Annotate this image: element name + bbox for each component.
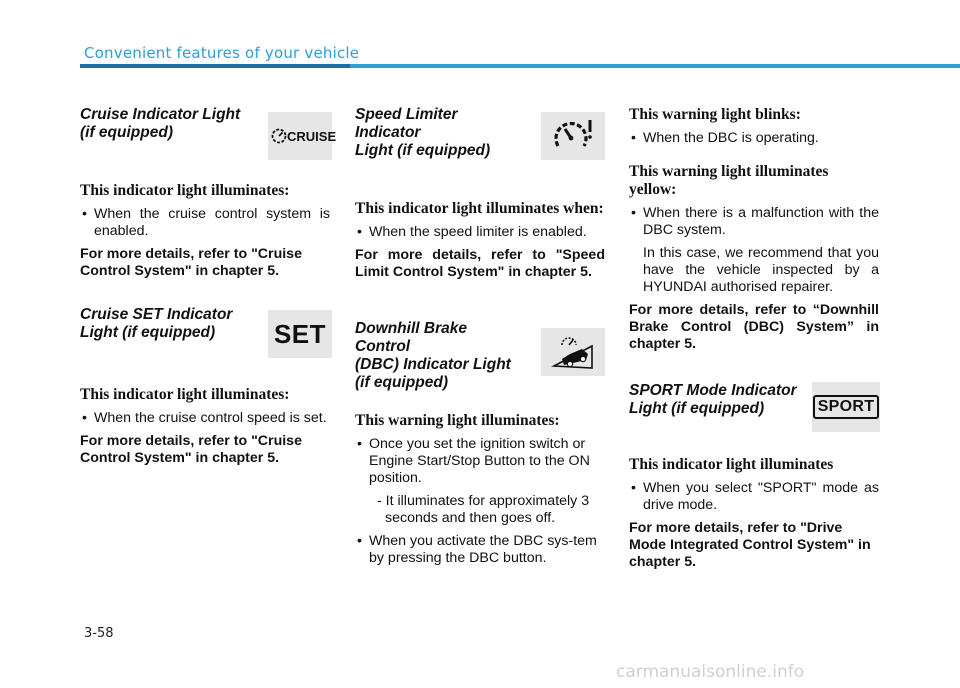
reference-note: For more details, refer to "Cruise Control System" in chapter 5. [80,246,302,279]
dbc-status-section [629,106,879,382]
bullet-item: • When you activate the DBC sys-tem by pressing the DBC button. [355,533,605,567]
dbc-indicator-section [355,320,605,567]
downhill-brake-icon [541,328,605,376]
page-number: 3-58 [84,626,114,641]
sport-mode-icon [812,382,880,432]
section-subhead: This indicator light illuminates: [80,182,290,199]
section-subhead: This indicator light illuminates when: [355,200,604,217]
section-title [355,106,525,160]
section-header-title: Convenient features of your vehicle [84,44,360,62]
header-rule-accent [80,64,350,68]
bullet-item: • When the cruise control system is enabled. [80,206,330,240]
sport-mode-section [629,382,879,571]
section-subhead: This warning light illuminates yellow: [629,163,829,198]
reference-note: For more details, refer to "Cruise Control System" in chapter 5. [80,433,302,466]
cruise-set-indicator-section [80,306,330,467]
reference-note: For more details, refer to "Speed Limit Control System" in chapter 5. [355,247,605,280]
speed-limiter-icon [541,112,605,160]
icon-label: SET [273,318,327,349]
reference-note: For more details, refer to "Drive Mode Integrated Control System" in chapter 5. [629,520,871,570]
title-line: Light (if equipped) [355,142,491,159]
speed-limiter-section [355,106,605,320]
bullet-item: • When the DBC is operating. [629,130,879,147]
cruise-indicator-section [80,106,337,306]
title-line: Light (if equipped) [629,400,765,417]
title-line: (if equipped) [355,374,448,391]
bullet-item: • When the cruise control speed is set. [80,410,330,427]
section-title [355,320,525,392]
bullet-item: • When there is a malfunction with the DBC system. [629,205,879,239]
column-3 [629,106,879,571]
reference-note: For more details, refer to “Downhill Brake Control (DBC) System” in chapter 5. [629,302,879,352]
section-subhead: This warning light blinks: [629,106,801,123]
title-line: Cruise Indicator Light [80,106,241,123]
cruise-set-icon [268,310,332,358]
title-line: Speed Limiter Indicator [355,106,458,141]
title-line: SPORT Mode Indicator [629,382,797,399]
title-line: Cruise SET Indicator [80,306,233,323]
icon-label: CRUISE [287,129,337,144]
column-2 [355,106,605,573]
watermark: carmanualsonline.info [616,662,805,682]
cruise-indicator-icon [268,112,337,160]
title-line: Downhill Brake Control [355,320,467,355]
section-subhead: This indicator light illuminates: [80,386,290,403]
section-subhead: This indicator light illuminates [629,456,834,473]
bullet-item: • Once you set the ignition switch or Engine Start/Stop Button to the ON position. [355,436,605,487]
bullet-item: • When you select "SPORT" mode as drive mode. [629,480,879,514]
column-1 [80,106,337,467]
section-title [80,306,250,342]
section-title [80,106,250,142]
paragraph: In this case, we recommend that you have the vehicle inspected by a HYUNDAI authorised repairer. [643,245,879,295]
bullet-item: • When the speed limiter is enabled. [355,224,605,241]
sub-note: - It illuminates for approximately 3 seconds and then goes off. [377,493,590,526]
title-line: (if equipped) [80,124,173,141]
title-line: Light (if equipped) [80,324,216,341]
icon-label: SPORT [813,395,880,419]
section-subhead: This warning light illuminates: [355,412,560,429]
section-title [629,382,799,418]
title-line: (DBC) Indicator Light [355,356,511,373]
